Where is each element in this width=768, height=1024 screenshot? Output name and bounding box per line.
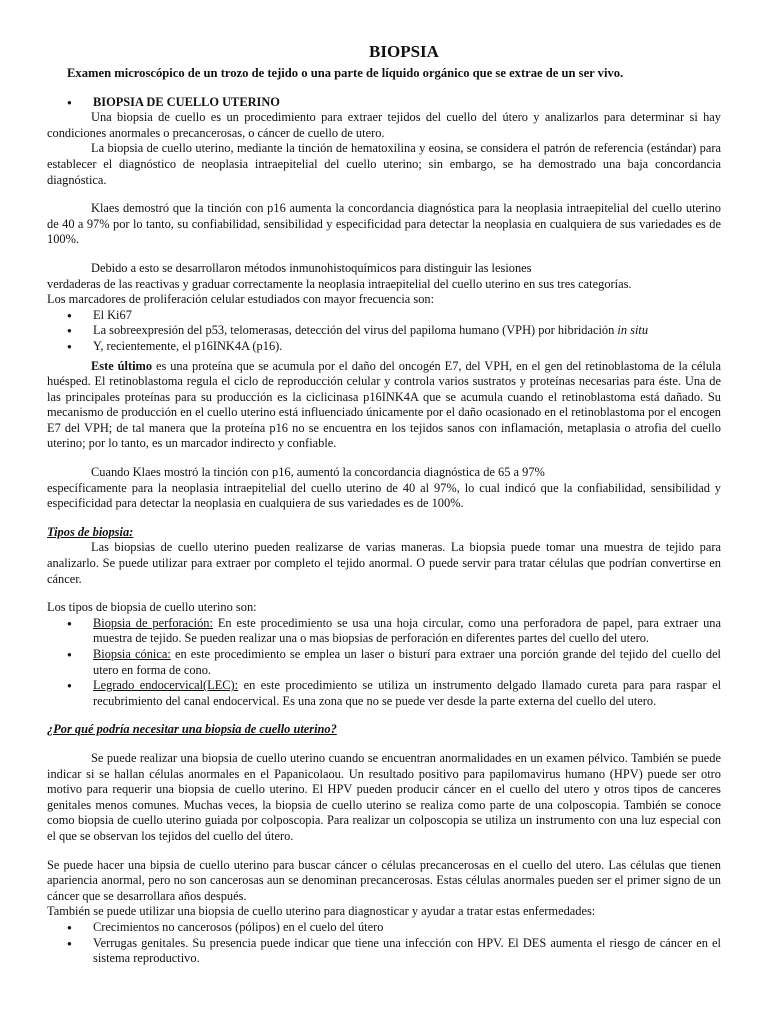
list-item: ● El Ki67 xyxy=(47,308,721,324)
list-item: ● Verrugas genitales. Su presencia puede indicar que tiene una infección con HPV. El DES aumenta el riesgo de cáncer en el sistema reproductivo. xyxy=(47,936,721,967)
paragraph: Se puede hacer una bipsia de cuello uterino para buscar cáncer o células precancerosas en el cuello del utero. Las células que tienen apariencia anormal, pero no son cancerosas aun se denominan precancerosas. Estas células anormales pueden ser el primer signo de un cáncer que se desarrollara años después. xyxy=(47,857,721,903)
section-heading-tipos: Tipos de biopsia: xyxy=(47,524,134,539)
page-subtitle: Examen microscópico de un trozo de tejido o una parte de líquido orgánico que se extrae de un ser vivo. xyxy=(67,66,624,80)
conditions-list xyxy=(47,920,721,967)
paragraph: específicamente para la neoplasia intraepitelial del cuello uterino de 40 al 97%, lo cual indicó que la confiabilidad, sensibilidad y especificidad para detectar la neoplasia en cualquiera de sus variedades es de 100%. xyxy=(47,480,721,511)
paragraph: Los marcadores de proliferación celular estudiados con mayor frecuencia son: xyxy=(47,292,435,307)
list-item: ● La sobreexpresión del p53, telomerasas, detección del virus del papiloma humano (VPH) por hibridación in situ xyxy=(47,323,721,339)
paragraph: Una biopsia de cuello es un procedimiento para extraer tejidos del cuello del útero y analizarlos para determinar si hay condiciones anormales o precancerosas, o cáncer de cuello de utero. xyxy=(47,110,721,140)
paragraph: La biopsia de cuello uterino, mediante la tinción de hematoxilina y eosina, se considera el patrón de referencia (estándar) para establecer el diagnóstico de neoplasia intraepitelial del cuello uterino; sin embargo, se ha demostrado una baja concordancia diagnóstica. xyxy=(47,141,721,187)
biopsy-types-list xyxy=(47,616,721,710)
list-item: ● Biopsia de perforación: En este procedimiento se usa una hoja circular, como una perforadora de papel, para extraer una muestra de tejido. Se pueden realizar una o mas biopsias de perforación en diferentes partes del cuello del utero. xyxy=(47,616,721,647)
in-situ-text: in situ xyxy=(617,323,649,338)
paragraph: Las biopsias de cuello uterino pueden realizarse de varias maneras. La biopsia puede tomar una muestra de tejido para analizarlo. Se puede utilizar para extraer por completo el tejido anormal. O puede servir para tratar células que podrían convertirse en cáncer. xyxy=(47,540,721,586)
paragraph: Los tipos de biopsia de cuello uterino son: xyxy=(47,600,257,615)
section-heading-por-que: ¿Por qué podría necesitar una biopsia de cuello uterino? xyxy=(47,722,337,737)
paragraph: Este último es una proteína que se acumula por el daño del oncogén E7, del VPH, en el gen del retinoblastoma de la célula huésped. El retinoblastoma regula el ciclo de reproducción celular y controla varios sustratos y proteínas necesarias para éste. Una de las principales proteínas para su producción es la ciclicinasa p16INK4A que se acumula cuando el retinoblastoma está dañado. Su mecanismo de producción en el cuello uterino está influenciado únicamente por el daño ocasionado en el retinoblastoma por el encogen E7 del VPH; de tal manera que la proteína p16 no se encuentra en los tejidos sanos con inflamación, metaplasia o atrofia del cuello uterino; por lo tanto, es un marcador indirecto y confiable. xyxy=(47,358,721,451)
section-heading-list xyxy=(47,95,721,111)
document-page xyxy=(47,40,721,967)
list-item: ● Legrado endocervical(LEC): en este procedimiento se utiliza un instrumento delgado llamado cureta para para raspar el recubrimiento del canal endocervical. Es una zona que no se puede ver desde la parte externa del cuello del utero. xyxy=(47,678,721,709)
paragraph: Cuando Klaes mostró la tinción con p16, aumentó la concordancia diagnóstica de 65 a 97% xyxy=(91,465,545,480)
markers-list xyxy=(47,308,721,355)
list-item: ● Crecimientos no cancerosos (pólipos) en el cuelo del útero xyxy=(47,920,721,936)
paragraph: verdaderas de las reactivas y graduar correctamente la neoplasia intraepitelial del cuello uterino en sus tres categorías. xyxy=(47,276,632,291)
paragraph: También se puede utilizar una biopsia de cuello uterino para diagnosticar y ayudar a tratar estas enfermedades: xyxy=(47,904,596,919)
paragraph: Se puede realizar una biopsia de cuello uterino cuando se encuentran anormalidades en un examen pélvico. También se puede indicar si se hallan células anormales en el Papanicolaou. Un resultado positivo para papilomavirus humano (HPV) puede ser otro motivo para requerir una biopsia de cuello uterino. El HPV pueden producir cáncer en el cuello del utero y otros tipos de canceres genitales menos comunes. Muchas veces, la biopsia de cuello uterino se realiza como parte de una colposcopia. También se conoce como biopsia de cuello uterino guiada por colposcopia. Para realizar un colposcopia se utiliza un instrumento con una luz especial con el que se observan los tejidos del cuello del útero. xyxy=(47,750,721,843)
list-item: ● Y, recientemente, el p16INK4A (p16). xyxy=(47,339,721,355)
paragraph: Klaes demostró que la tinción con p16 aumenta la concordancia diagnóstica para la neoplasia intraepitelial del cuello uterino de 40 a 97% por lo tanto, su confiabilidad, sensibilidad y especificidad para detectar la neoplasia en cualquiera de sus variedades es de 100%. xyxy=(47,201,721,247)
section-heading-cuello-uterino: ● BIOPSIA DE CUELLO UTERINO xyxy=(47,95,721,111)
paragraph: Debido a esto se desarrollaron métodos inmunohistoquímicos para distinguir las lesiones xyxy=(91,260,532,275)
list-item: ● Biopsia cónica: en este procedimiento se emplea un laser o bisturí para extraer una porción grande del tejido del cuello del utero en forma de cono. xyxy=(47,647,721,678)
page-title: BIOPSIA xyxy=(369,42,439,61)
